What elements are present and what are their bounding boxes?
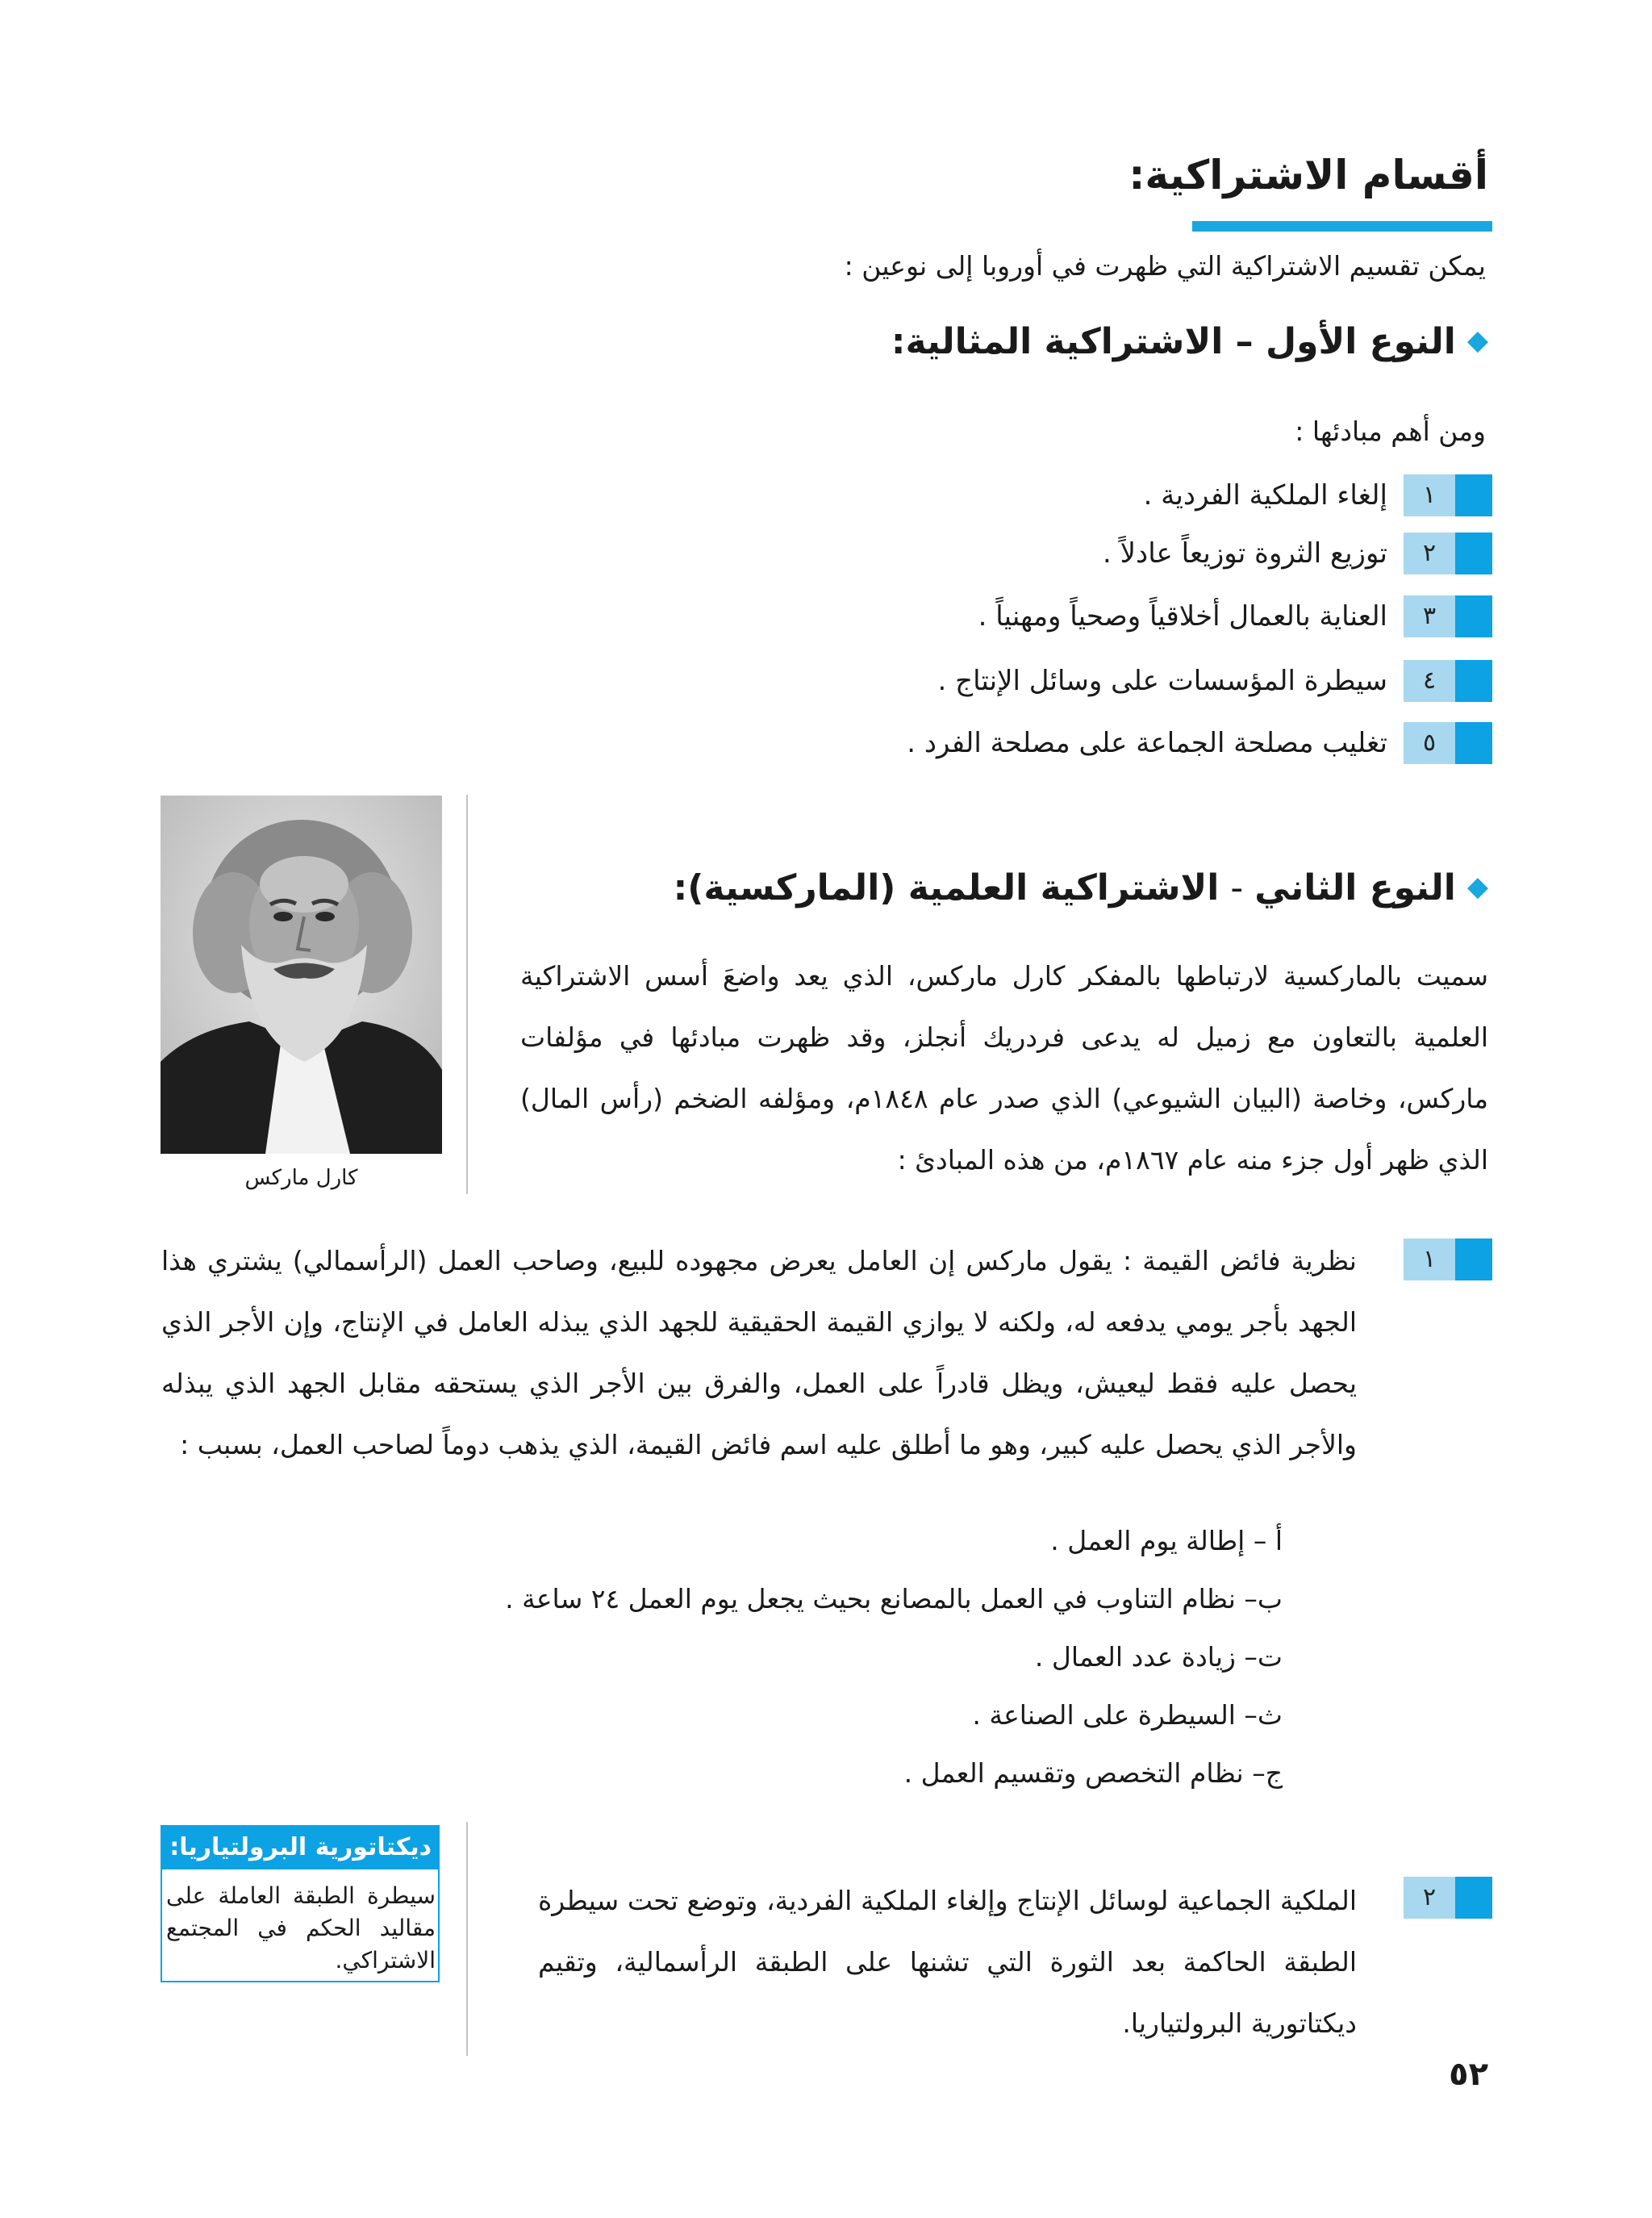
sub-item: أ – إطالة يوم العمل . — [1050, 1525, 1283, 1556]
sub-item: ث– السيطرة على الصناعة . — [972, 1699, 1283, 1731]
page-number: ٥٢ — [1449, 2056, 1488, 2093]
definition-text: سيطرة الطبقة العاملة على مقاليد الحكم في المجتمع الاشتراكي. — [166, 1882, 436, 1974]
portrait-illustration — [161, 796, 442, 1154]
list-item-text: تغليب مصلحة الجماعة على مصلحة الفرد . — [907, 727, 1387, 759]
type2-title-separator: - — [1219, 867, 1255, 909]
list-item — [938, 660, 1493, 702]
intro-text: يمكن تقسيم الاشتراكية التي ظهرت في أوروبا إلى نوعين : — [844, 250, 1486, 282]
list-number: ٥ — [1404, 722, 1455, 764]
list-marker — [1455, 533, 1492, 574]
list-marker — [1455, 595, 1492, 637]
column-divider — [466, 795, 468, 1194]
list-marker — [1455, 660, 1492, 702]
list-item-text: إلغاء الملكية الفردية . — [1143, 479, 1387, 512]
list-item-text: توزيع الثروة توزيعاً عادلاً . — [1103, 537, 1387, 570]
portrait-caption: كارل ماركس — [244, 1166, 358, 1190]
list-item — [907, 722, 1492, 764]
column-divider — [466, 1822, 468, 2056]
principles-intro: ومن أهم مبادئها : — [1295, 416, 1486, 447]
list-item — [1144, 474, 1492, 516]
type2-title-bold: النوع الثاني — [1254, 867, 1456, 909]
list-marker — [1455, 1238, 1492, 1280]
type1-heading — [891, 321, 1488, 362]
type1-title: النوع الأول – الاشتراكية المثالية: — [891, 321, 1456, 362]
list-marker — [1455, 1877, 1492, 1919]
marxism-paragraph: سميت بالماركسية لارتباطها بالمفكر كارل ماركس، الذي يعد واضعَ أسس الاشتراكية العلمية بالتعاون مع زميل له يدعى فردريك أنجلز، وقد ظهرت مبادئها في مؤلفات ماركس، وخاصة (البيان الشيوعي) الذي صدر عام ١٨٤٨م، ومؤلفه الضخم (رأس المال) الذي ظهر أول جزء منه عام ١٨٦٧م، من هذه المبادئ : — [520, 960, 1488, 1176]
diamond-bullet-icon: ◆ — [1466, 871, 1488, 903]
list-number: ١ — [1404, 1238, 1455, 1280]
list-item-text: سيطرة المؤسسات على وسائل الإنتاج . — [937, 665, 1387, 697]
list-item-text: العناية بالعمال أخلاقياً وصحياً ومهنياً . — [978, 600, 1387, 633]
type2-title-rest: الاشتراكية العلمية (الماركسية): — [673, 867, 1220, 909]
definition-box-title: ديكتاتورية البرولتياريا: — [161, 1825, 440, 1869]
surplus-value-paragraph: نظرية فائض القيمة : يقول ماركس إن العامل يعرض مجهوده للبيع، وصاحب العمل (الرأسمالي) يشتري هذا الجهد بأجر يومي يدفعه له، ولكنه لا يوازي القيمة الحقيقية للجهد الذي يبذله العامل في الإنتاج، وإن الأجر الذي يحصل عليه فقط ليعيش، ويظل قادراً على العمل، والفرق بين الأجر الذي يستحقه مقابل الجهد الذي يبذله والأجر الذي يحصل عليه كبير، وهو ما أطلق عليه اسم فائض القيمة، الذي يذهب دوماً لصاحب العمل، بسبب : — [161, 1245, 1357, 1460]
section-title: أقسام الاشتراكية: — [1128, 152, 1488, 198]
list-number: ٢ — [1404, 1877, 1455, 1919]
sub-item: ب– نظام التناوب في العمل بالمصانع بحيث يجعل يوم العمل ٢٤ ساعة . — [505, 1583, 1283, 1614]
portrait-image — [161, 796, 442, 1154]
list-item — [1103, 533, 1492, 574]
list-number: ٤ — [1404, 660, 1455, 702]
list-marker — [1455, 722, 1492, 764]
list-number: ٢ — [1404, 533, 1455, 574]
principle-marker-1 — [1404, 1238, 1492, 1280]
collective-ownership-paragraph: الملكية الجماعية لوسائل الإنتاج وإلغاء الملكية الفردية، وتوضع تحت سيطرة الطبقة الحاكمة بعد الثورة التي تشنها على الطبقة الرأسمالية، وتقيم ديكتاتورية البرولتياريا. — [538, 1885, 1357, 2039]
diamond-bullet-icon: ◆ — [1466, 324, 1488, 357]
list-marker — [1455, 474, 1492, 516]
title-underline — [1192, 221, 1492, 232]
sub-item: ج– نظام التخصص وتقسيم العمل . — [903, 1757, 1283, 1789]
type2-heading — [674, 867, 1488, 909]
sub-item: ت– زيادة عدد العمال . — [1034, 1641, 1283, 1673]
principle-marker-2 — [1404, 1877, 1492, 1919]
list-item — [978, 595, 1492, 637]
list-number: ١ — [1404, 474, 1455, 516]
list-number: ٣ — [1404, 595, 1455, 637]
